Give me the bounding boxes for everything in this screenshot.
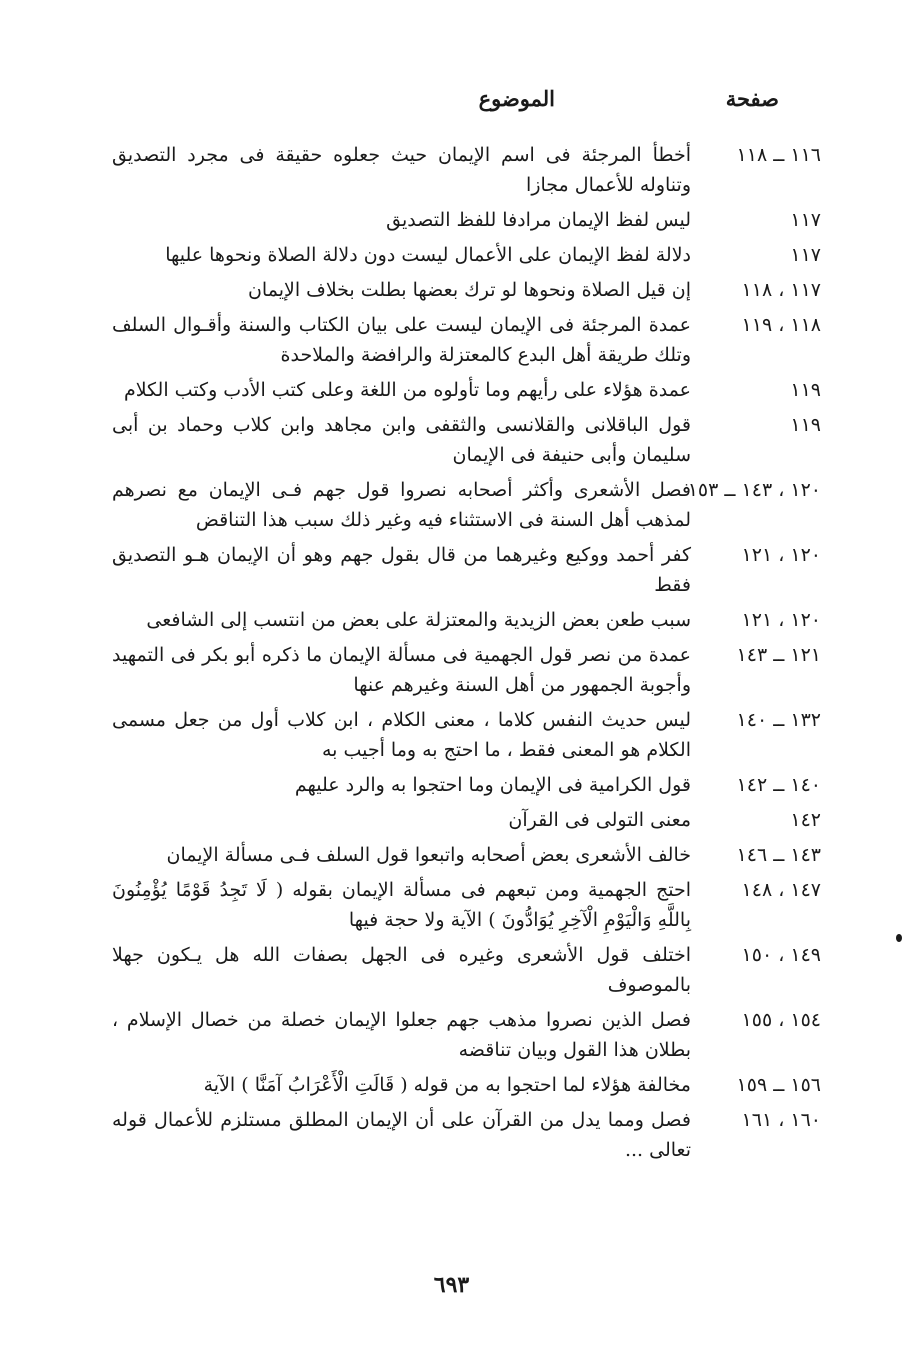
index-entry: [0, 770, 903, 800]
entry-topic: عمدة المرجئة فى الإيمان ليست على بيان الكتاب والسنة وأقـوال السلف وتلك طريقة أهل البدع كالمعتزلة والرافضة والملاحدة: [112, 314, 691, 366]
index-entry: [0, 1105, 903, 1165]
index-entry: [0, 805, 903, 835]
entry-pages: ١٥٦ ــ ١٥٩: [736, 1074, 821, 1096]
entry-pages: ١٢٠ ، ١٤٣ ــ ١٥٣: [687, 479, 821, 501]
entry-topic: عمدة من نصر قول الجهمية فى مسألة الإيمان ما ذكره أبو بكر فى التمهيد وأجوبة الجمهور من أهل السنة وغيرهم عنها: [112, 644, 691, 696]
entry-topic: فصل الذين نصروا مذهب جهم جعلوا الإيمان خصلة من خصال الإسلام ، بطلان هذا القول وبيان تناقضه: [112, 1009, 691, 1061]
topic-column-heading: الموضوع: [478, 86, 555, 111]
index-entry: [0, 540, 903, 600]
entry-topic: قول الباقلانى والقلانسى والثقفى وابن مجاهد وابن كلاب وحماد بن أبى سليمان وأبى حنيفة فى الإيمان: [112, 414, 691, 466]
entry-pages: ١١٨ ، ١١٩: [741, 314, 821, 336]
entry-topic: فصل ومما يدل من القرآن على أن الإيمان المطلق مستلزم للأعمال قوله تعالى ...: [112, 1109, 691, 1161]
entry-topic: إن قيل الصلاة ونحوها لو ترك بعضها بطلت بخلاف الإيمان: [247, 279, 691, 301]
entry-pages: ١٤٢: [790, 809, 821, 831]
index-entry: [0, 940, 903, 1000]
index-entry: [0, 410, 903, 470]
entry-pages: ١٤٧ ، ١٤٨: [741, 879, 821, 901]
entry-pages: ١١٩: [790, 414, 821, 436]
entry-pages: ١١٧ ، ١١٨: [741, 279, 821, 301]
entry-topic: أخطأ المرجئة فى اسم الإيمان حيث جعلوه حقيقة فى مجرد التصديق وتناوله للأعمال مجازا: [112, 144, 691, 196]
entry-pages: ١٥٤ ، ١٥٥: [741, 1009, 821, 1031]
index-entry: [0, 375, 903, 405]
entry-topic: كفر أحمد ووكيع وغيرهما من قال بقول جهم وهو أن الإيمان هـو التصديق فقط: [112, 544, 691, 596]
entry-pages: ١١٩: [790, 379, 821, 401]
entry-topic: سبب طعن بعض الزيدية والمعتزلة على بعض من انتسب إلى الشافعى: [146, 609, 691, 631]
entry-pages: ١٤٩ ، ١٥٠: [741, 944, 821, 966]
entry-topic: قول الكرامية فى الإيمان وما احتجوا به والرد عليهم: [294, 774, 691, 796]
entry-pages: ١١٧: [790, 209, 821, 231]
entry-topic: اختلف قول الأشعرى وغيره فى الجهل بصفات الله هل يـكون جهلا بالموصوف: [112, 944, 691, 996]
entry-pages: ١٤٠ ــ ١٤٢: [736, 774, 821, 796]
entry-topic: ليس حديث النفس كلاما ، معنى الكلام ، ابن كلاب أول من جعل مسمى الكلام هو المعنى فقط ، ما احتج به وما أجيب به: [112, 709, 691, 761]
entry-topic: ليس لفظ الإيمان مرادفا للفظ التصديق: [386, 209, 691, 231]
index-entry: [0, 1005, 903, 1065]
margin-ink-dot: [896, 934, 902, 942]
table-header: [0, 86, 903, 126]
index-entry: [0, 240, 903, 270]
index-entry: [0, 310, 903, 370]
entry-topic: خالف الأشعرى بعض أصحابه واتبعوا قول السلف فـى مسألة الإيمان: [166, 844, 691, 866]
entry-pages: ١٤٣ ــ ١٤٦: [736, 844, 821, 866]
entry-pages: ١٣٢ ــ ١٤٠: [736, 709, 821, 731]
entry-pages: ١٢١ ــ ١٤٣: [736, 644, 821, 666]
index-entry: [0, 640, 903, 700]
entry-topic: احتج الجهمية ومن تبعهم فى مسألة الإيمان بقوله ( لَا تَجِدُ قَوْمًا يُؤْمِنُونَ بِاللَّهِ وَالْيَوْمِ الْآخِرِ يُوَادُّونَ ) الآية ولا حجة فيها: [112, 879, 691, 931]
index-entry: [0, 275, 903, 305]
index-entry: [0, 1070, 903, 1100]
page-number: ٦٩٣: [433, 1272, 470, 1298]
index-entry: [0, 140, 903, 200]
entry-pages: ١١٧: [790, 244, 821, 266]
index-entries: [0, 140, 903, 1170]
entry-topic: معنى التولى فى القرآن: [508, 809, 691, 831]
page-column-heading: صفحة: [725, 86, 779, 111]
index-entry: [0, 840, 903, 870]
entry-pages: ١١٦ ــ ١١٨: [736, 144, 821, 166]
index-entry: [0, 705, 903, 765]
index-entry: [0, 205, 903, 235]
entry-topic: مخالفة هؤلاء لما احتجوا به من قوله ( قَالَتِ الْأَعْرَابُ آمَنَّا ) الآية: [203, 1074, 691, 1096]
entry-topic: دلالة لفظ الإيمان على الأعمال ليست دون دلالة الصلاة ونحوها عليها: [165, 244, 691, 266]
index-entry: [0, 605, 903, 635]
index-entry: [0, 875, 903, 935]
entry-topic: فصل الأشعرى وأكثر أصحابه نصروا قول جهم فـى الإيمان مع نصرهم لمذهب أهل السنة فى الاستثناء فيه وغير ذلك سبب هذا التناقض: [112, 479, 691, 531]
entry-topic: عمدة هؤلاء على رأيهم وما تأولوه من اللغة وعلى كتب الأدب وكتب الكلام: [123, 379, 691, 401]
index-entry: [0, 475, 903, 535]
entry-pages: ١٢٠ ، ١٢١: [741, 609, 821, 631]
entry-pages: ١٢٠ ، ١٢١: [741, 544, 821, 566]
entry-pages: ١٦٠ ، ١٦١: [741, 1109, 821, 1131]
